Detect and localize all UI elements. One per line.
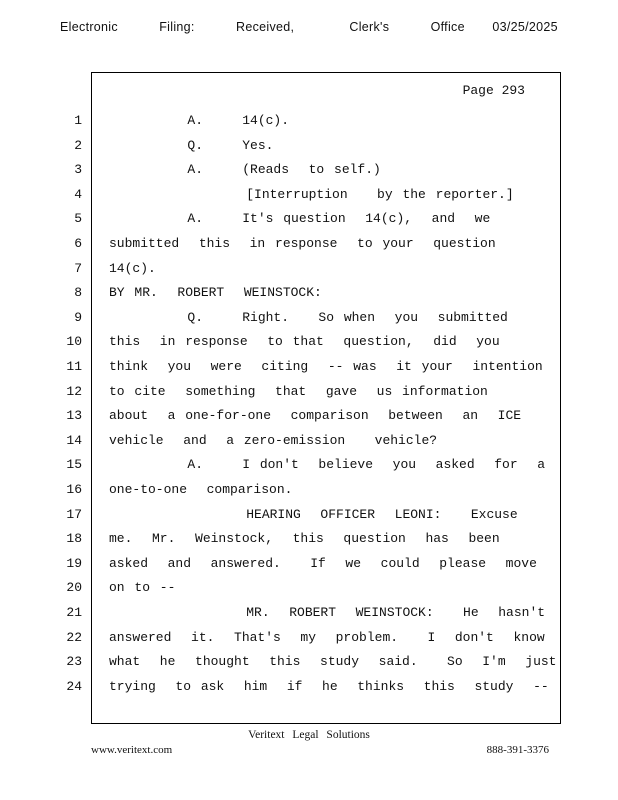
transcript-line bbox=[0, 605, 618, 625]
line-text: HEARING OFFICER LEONI: Excuse bbox=[109, 506, 518, 522]
line-number: 8 bbox=[74, 285, 82, 301]
line-number: 17 bbox=[66, 506, 82, 522]
line-text: Q. Yes. bbox=[109, 137, 274, 153]
line-text: answered it. That's my problem. I don't know bbox=[109, 629, 545, 645]
line-number: 18 bbox=[66, 531, 82, 547]
transcript-line bbox=[0, 285, 618, 305]
line-number: 1 bbox=[74, 113, 82, 128]
line-text: A. (Reads to self.) bbox=[109, 162, 381, 178]
line-text: asked and answered. If we could please move bbox=[109, 555, 537, 571]
transcript-line bbox=[0, 630, 618, 650]
line-number: 12 bbox=[66, 383, 82, 399]
line-number: 23 bbox=[66, 654, 82, 670]
transcript-line bbox=[0, 408, 618, 428]
line-text: A. I don't believe you asked for a bbox=[109, 457, 546, 473]
transcript-line bbox=[0, 457, 618, 477]
line-text: A. It's question 14(c), and we bbox=[109, 211, 491, 227]
line-number: 7 bbox=[74, 260, 82, 276]
line-number: 13 bbox=[66, 408, 82, 424]
footer-company: Veritext Legal Solutions bbox=[248, 729, 370, 741]
line-text: on to -- bbox=[109, 580, 176, 596]
line-number: 19 bbox=[66, 555, 82, 571]
transcript-line bbox=[0, 433, 618, 453]
transcript-line bbox=[0, 482, 618, 502]
transcript-line bbox=[0, 334, 618, 354]
transcript-line bbox=[0, 359, 618, 379]
line-number: 22 bbox=[66, 629, 82, 645]
line-text: about a one-for-one comparison between an ICE bbox=[109, 408, 522, 424]
line-text: BY MR. ROBERT WEINSTOCK: bbox=[109, 285, 322, 301]
line-number: 3 bbox=[74, 162, 82, 178]
line-text: [Interruption by the reporter.] bbox=[109, 186, 514, 202]
line-number: 20 bbox=[66, 580, 82, 596]
line-text: 14(c). bbox=[109, 260, 156, 276]
line-number: 4 bbox=[74, 186, 82, 202]
transcript-line bbox=[0, 507, 618, 527]
line-number: 2 bbox=[74, 137, 82, 153]
transcript-line bbox=[0, 162, 618, 182]
line-text: trying to ask him if he thinks this study -- bbox=[109, 678, 549, 694]
transcript-line bbox=[0, 580, 618, 600]
transcript-line bbox=[0, 236, 618, 256]
transcript-line bbox=[0, 556, 618, 576]
line-number: 21 bbox=[66, 605, 82, 620]
line-number: 5 bbox=[74, 211, 82, 227]
line-text: to cite something that gave us information bbox=[109, 383, 488, 399]
filing-stamp: Electronic Filing: Received, Clerk's Office 03/25/2025 bbox=[60, 20, 558, 34]
line-text: A. 14(c). bbox=[109, 113, 290, 128]
transcript-line bbox=[0, 310, 618, 330]
line-text: vehicle and a zero-emission vehicle? bbox=[109, 432, 438, 448]
line-number: 6 bbox=[74, 236, 82, 251]
transcript-line bbox=[0, 211, 618, 231]
page-number: Page 293 bbox=[462, 83, 525, 98]
line-number: 10 bbox=[66, 334, 82, 350]
transcript-line bbox=[0, 138, 618, 158]
line-text: submitted this in response to your question bbox=[109, 236, 496, 251]
transcript-line bbox=[0, 531, 618, 551]
line-number: 16 bbox=[66, 482, 82, 497]
line-text: think you were citing -- was it your intention bbox=[109, 359, 543, 374]
transcript-line bbox=[0, 261, 618, 281]
transcript-line bbox=[0, 384, 618, 404]
line-text: this in response to that question, did you bbox=[109, 334, 500, 350]
line-text: one-to-one comparison. bbox=[109, 482, 293, 497]
transcript-line bbox=[0, 654, 618, 674]
transcript-line bbox=[0, 679, 618, 699]
line-text: MR. ROBERT WEINSTOCK: He hasn't bbox=[109, 605, 546, 620]
line-number: 11 bbox=[66, 359, 82, 374]
transcript-line bbox=[0, 113, 618, 133]
line-number: 15 bbox=[66, 457, 82, 473]
line-number: 9 bbox=[74, 309, 82, 325]
footer-phone: 888-391-3376 bbox=[486, 744, 549, 756]
footer-website: www.veritext.com bbox=[91, 744, 173, 756]
line-text: what he thought this study said. So I'm just bbox=[109, 654, 557, 670]
line-number: 24 bbox=[66, 678, 82, 694]
transcript-line bbox=[0, 187, 618, 207]
line-text: Q. Right. So when you submitted bbox=[109, 309, 508, 325]
line-text: me. Mr. Weinstock, this question has been bbox=[109, 531, 500, 547]
line-number: 14 bbox=[66, 432, 82, 448]
